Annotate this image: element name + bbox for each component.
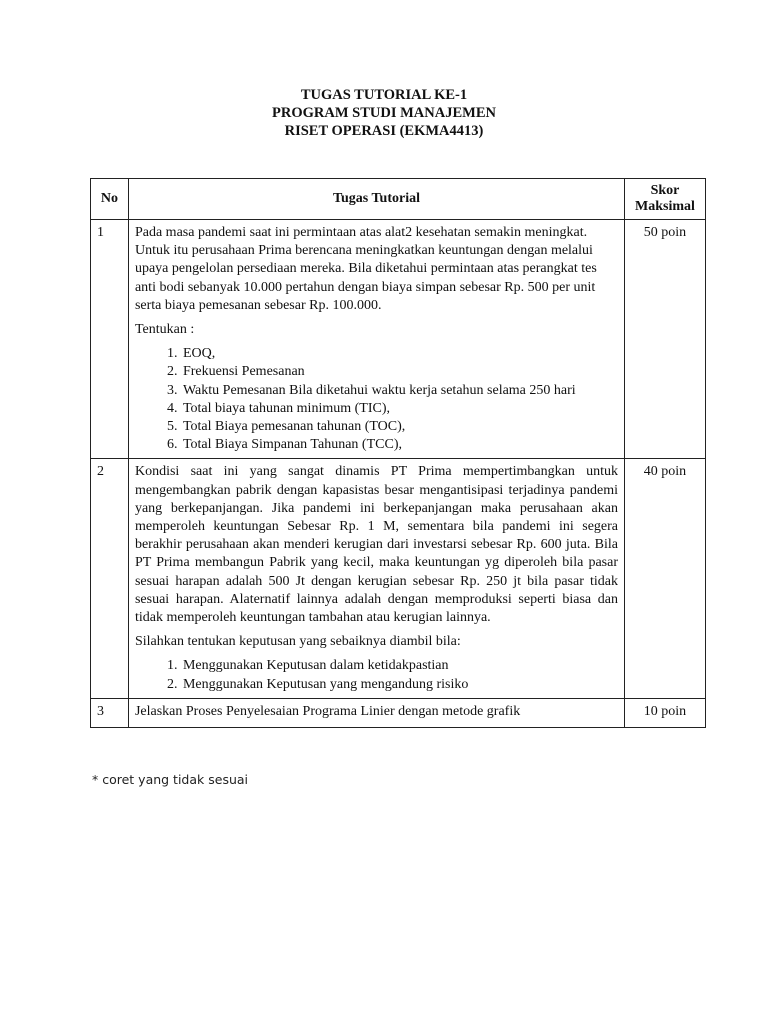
- header-program: PROGRAM STUDI MANAJEMEN: [272, 105, 496, 121]
- score-cell: 10 poin: [625, 698, 706, 727]
- tasks-table: [90, 178, 706, 728]
- score-cell: 40 poin: [625, 459, 706, 698]
- task-list: [135, 345, 618, 454]
- table-row: [91, 459, 706, 698]
- table-row: [91, 220, 706, 459]
- task-paragraph: Kondisi saat ini yang sangat dinamis PT Prima mempertimbangkan untuk mengembangkan pabrik dengan kapasistas besar mengantisipasi terjadinya pandemi yang berkepanjangan. Jika pandemi ini berkepanjangan maka perusahaan akan memperoleh keuntungan Sebesar Rp. 1 M, sementara bila pandemi ini segera berakhir perusahaan akan menderi kerugian dari investarsi sebesar Rp. 600 juta. Bila PT Prima membangun Pabrik yang kecil, maka keuntungan yg diperoleh bila pasar sesuai harapan adalah 500 Jt dengan kerugian sebesar Rp. 250 jt bila pasar tidak sesuai harapan. Alaternatif lainnya adalah dengan memproduksi seperti biasa dan tidak memperoleh keuntungan tambahan atau kerugian lainnya.: [134, 464, 618, 626]
- task-cell: [128, 220, 624, 459]
- list-item: 2. Frekuensi Pemesanan: [181, 363, 618, 381]
- task-paragraph: Jelaskan Proses Penyelesaian Programa Linier dengan metode grafik: [134, 703, 521, 719]
- column-header-skor-line2: Maksimal: [635, 199, 695, 214]
- task-list: [135, 657, 618, 693]
- header-course: RISET OPERASI (EKMA4413): [284, 123, 484, 139]
- column-header-skor: [625, 179, 706, 220]
- task-prompt: Tentukan :: [134, 322, 195, 338]
- task-cell: [128, 698, 624, 727]
- list-item: 4. Total biaya tahunan minimum (TIC),: [181, 400, 618, 418]
- list-item: 2. Menggunakan Keputusan yang mengandung risiko: [181, 676, 618, 694]
- score-cell: 50 poin: [625, 220, 706, 459]
- row-number: 1: [91, 220, 129, 459]
- list-item: 5. Total Biaya pemesanan tahunan (TOC),: [181, 418, 618, 436]
- list-item: 3. Waktu Pemesanan Bila diketahui waktu kerja setahun selama 250 hari: [181, 382, 618, 400]
- task-prompt: Silahkan tentukan keputusan yang sebaiknya diambil bila:: [134, 634, 461, 650]
- document-header: [0, 86, 768, 140]
- task-cell: [128, 459, 624, 698]
- column-header-no: No: [91, 179, 129, 220]
- list-item: 1. Menggunakan Keputusan dalam ketidakpastian: [181, 657, 618, 675]
- list-item: 1. EOQ,: [181, 345, 618, 363]
- row-number: 3: [91, 698, 129, 727]
- table-row: [91, 698, 706, 727]
- list-item: 6. Total Biaya Simpanan Tahunan (TCC),: [181, 436, 618, 454]
- table-header-row: [91, 179, 706, 220]
- header-title: TUGAS TUTORIAL KE-1: [300, 87, 468, 103]
- task-paragraph: Pada masa pandemi saat ini permintaan atas alat2 kesehatan semakin meningkat. Untuk itu perusahaan Prima berencana meningkatkan keuntungan dengan melalui upaya pengelolan persediaan mereka. Bila diketahui permintaan atas perangkat tes anti bodi sebanyak 10.000 pertahun dengan biaya simpan sebesar Rp. 500 per unit serta biaya pemesanan sebesar Rp. 100.000.: [134, 225, 597, 313]
- footnote: * coret yang tidak sesuai: [92, 772, 249, 787]
- row-number: 2: [91, 459, 129, 698]
- column-header-task: Tugas Tutorial: [128, 179, 624, 220]
- column-header-skor-line1: Skor: [650, 183, 680, 198]
